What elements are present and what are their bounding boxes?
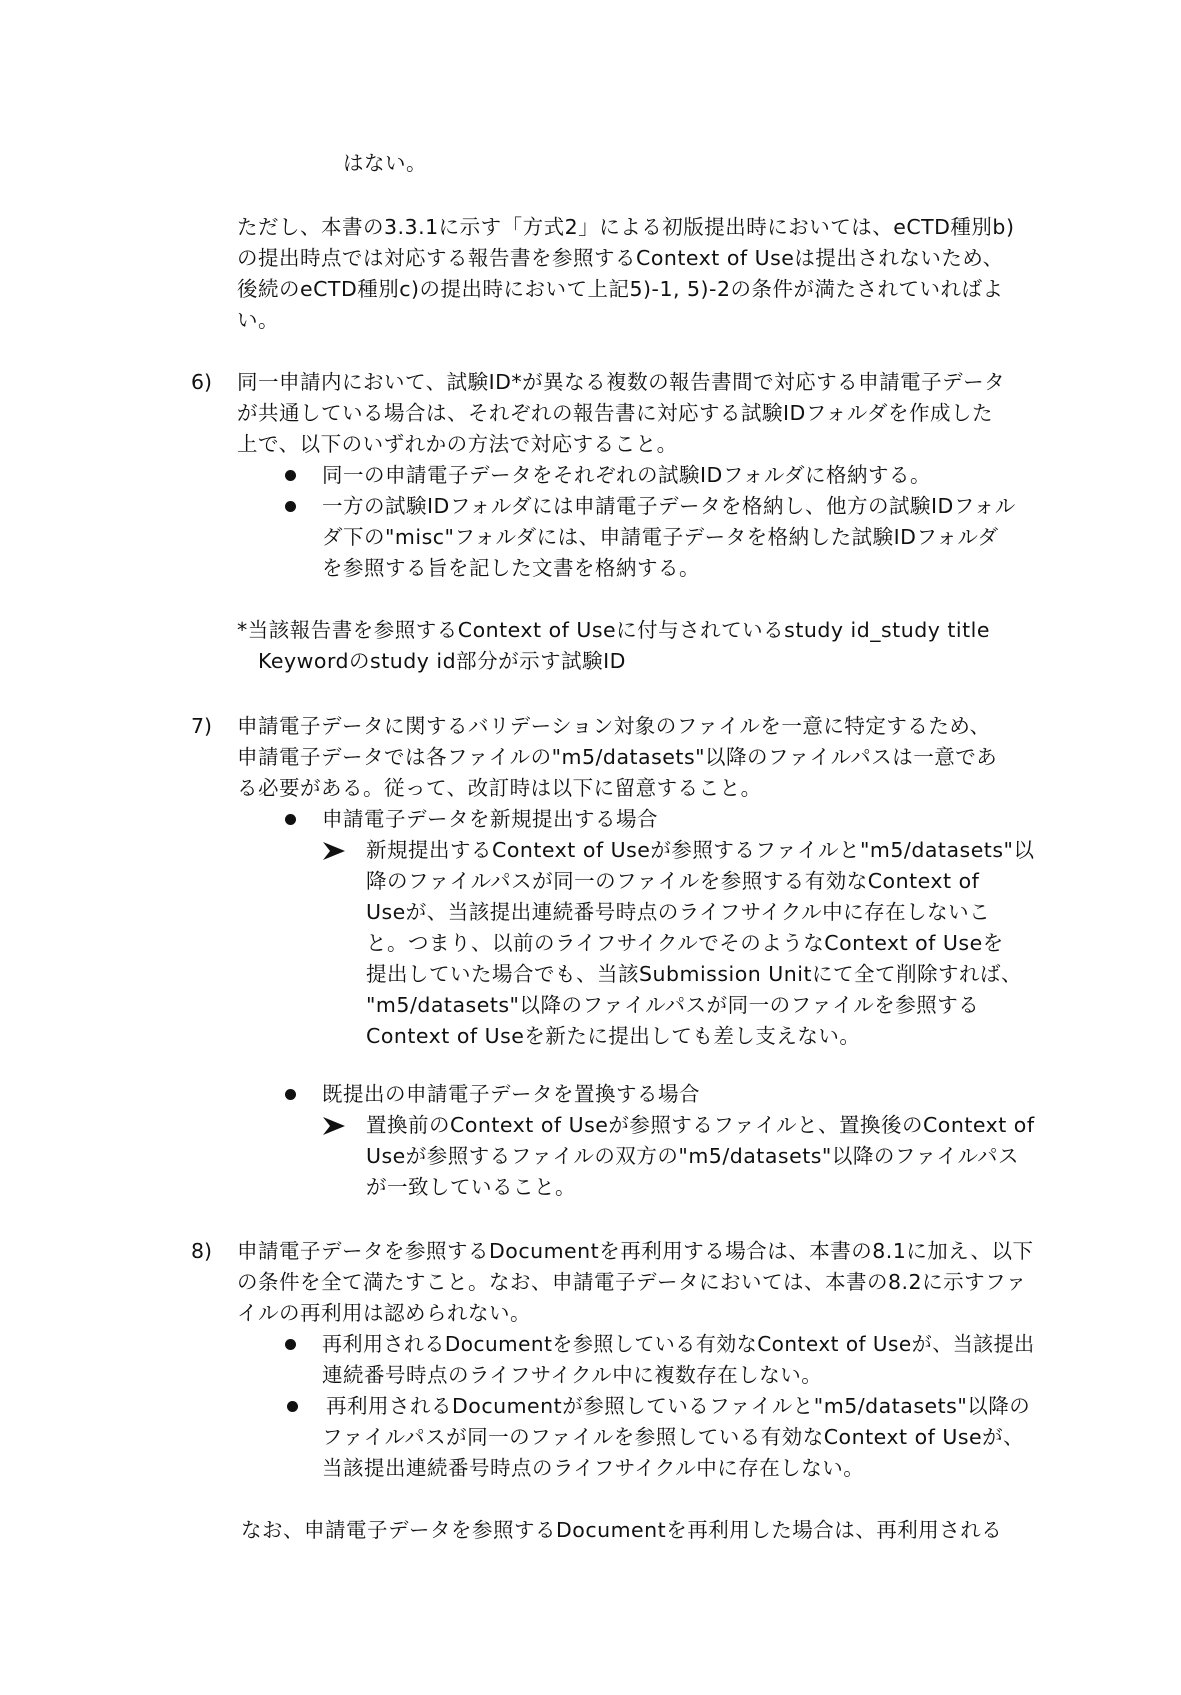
text-line: 当該提出連続番号時点のライフサイクル中に存在しない。 (322, 1456, 865, 1480)
bullet-icon (285, 501, 296, 512)
text-line: はない。 (343, 151, 427, 175)
text-line: い。 (237, 308, 279, 332)
text-line: 後続のeCTD種別c)の提出時において上記5)-1, 5)-2の条件が満たされていればよ (237, 277, 1004, 301)
text-line: 一方の試験IDフォルダには申請電子データを格納し、他方の試験IDフォル (322, 494, 1016, 518)
text-line: 提出していた場合でも、当該Submission Unitにて全て削除すれば、 (366, 962, 1023, 986)
text-line: 申請電子データを新規提出する場合 (322, 807, 658, 831)
bullet-icon (287, 1401, 298, 1412)
text-line: ただし、本書の3.3.1に示す「方式2」による初版提出時においては、eCTD種別b) (237, 215, 1015, 239)
text-line: 同一の申請電子データをそれぞれの試験IDフォルダに格納する。 (322, 463, 931, 487)
text-line: 連続番号時点のライフサイクル中に複数存在しない。 (322, 1363, 823, 1387)
footnote-line: *当該報告書を参照するContext of Useに付与されているstudy id_study title (237, 618, 990, 642)
text-line: の提出時点では対応する報告書を参照するContext of Useは提出されないため、 (237, 246, 1004, 270)
text-line: 再利用されるDocumentが参照しているファイルと"m5/datasets"以降の (326, 1394, 1031, 1418)
arrow-bullet-icon (322, 840, 346, 862)
text-line: を参照する旨を記した文書を格納する。 (322, 556, 700, 580)
bullet-icon (285, 1089, 296, 1100)
text-line: ファイルパスが同一のファイルを参照している有効なContext of Useが、 (322, 1425, 1025, 1449)
text-line: Useが参照するファイルの双方の"m5/datasets"以降のファイルパス (366, 1144, 1020, 1168)
text-line: "m5/datasets"以降のファイルパスが同一のファイルを参照する (366, 993, 980, 1017)
text-line: 同一申請内において、試験ID*が異なる複数の報告書間で対応する申請電子データ (237, 370, 1006, 394)
text-line: が一致していること。 (366, 1175, 576, 1199)
bullet-icon (285, 1339, 296, 1350)
arrow-bullet-icon (322, 1115, 346, 1137)
text-line: イルの再利用は認められない。 (237, 1301, 531, 1325)
text-line: と。つまり、以前のライフサイクルでそのようなContext of Useを (366, 931, 1004, 955)
item-number: 7) (191, 714, 213, 738)
text-line: の条件を全て満たすこと。なお、申請電子データにおいては、本書の8.2に示すファ (237, 1270, 1027, 1294)
text-line: なお、申請電子データを参照するDocumentを再利用した場合は、再利用される (241, 1518, 1003, 1542)
text-line: が共通している場合は、それぞれの報告書に対応する試験IDフォルダを作成した (237, 401, 993, 425)
item-number: 6) (191, 370, 213, 394)
text-line: 上で、以下のいずれかの方法で対応すること。 (237, 432, 678, 456)
text-line: 申請電子データに関するバリデーション対象のファイルを一意に特定するため、 (237, 714, 991, 738)
text-line: 降のファイルパスが同一のファイルを参照する有効なContext of (366, 869, 980, 893)
text-line: 再利用されるDocumentを参照している有効なContext of Useが、当該提出 (322, 1332, 1035, 1356)
text-line: る必要がある。従って、改訂時は以下に留意すること。 (237, 776, 762, 800)
item-number: 8) (191, 1239, 213, 1263)
bullet-icon (285, 470, 296, 481)
text-line: 置換前のContext of Useが参照するファイルと、置換後のContext of (366, 1113, 1035, 1137)
text-line: 新規提出するContext of Useが参照するファイルと"m5/datasets"以 (366, 838, 1035, 862)
text-line: 申請電子データでは各ファイルの"m5/datasets"以降のファイルパスは一意であ (237, 745, 998, 769)
text-line: 申請電子データを参照するDocumentを再利用する場合は、本書の8.1に加え、以下 (237, 1239, 1034, 1263)
text-line: Context of Useを新たに提出しても差し支えない。 (366, 1024, 861, 1048)
bullet-icon (285, 814, 296, 825)
text-line: 既提出の申請電子データを置換する場合 (322, 1082, 700, 1106)
text-line: ダ下の"misc"フォルダには、申請電子データを格納した試験IDフォルダ (322, 525, 999, 549)
text-line: Useが、当該提出連続番号時点のライフサイクル中に存在しないこ (366, 900, 991, 924)
footnote-line: Keywordのstudy id部分が示す試験ID (258, 649, 626, 673)
